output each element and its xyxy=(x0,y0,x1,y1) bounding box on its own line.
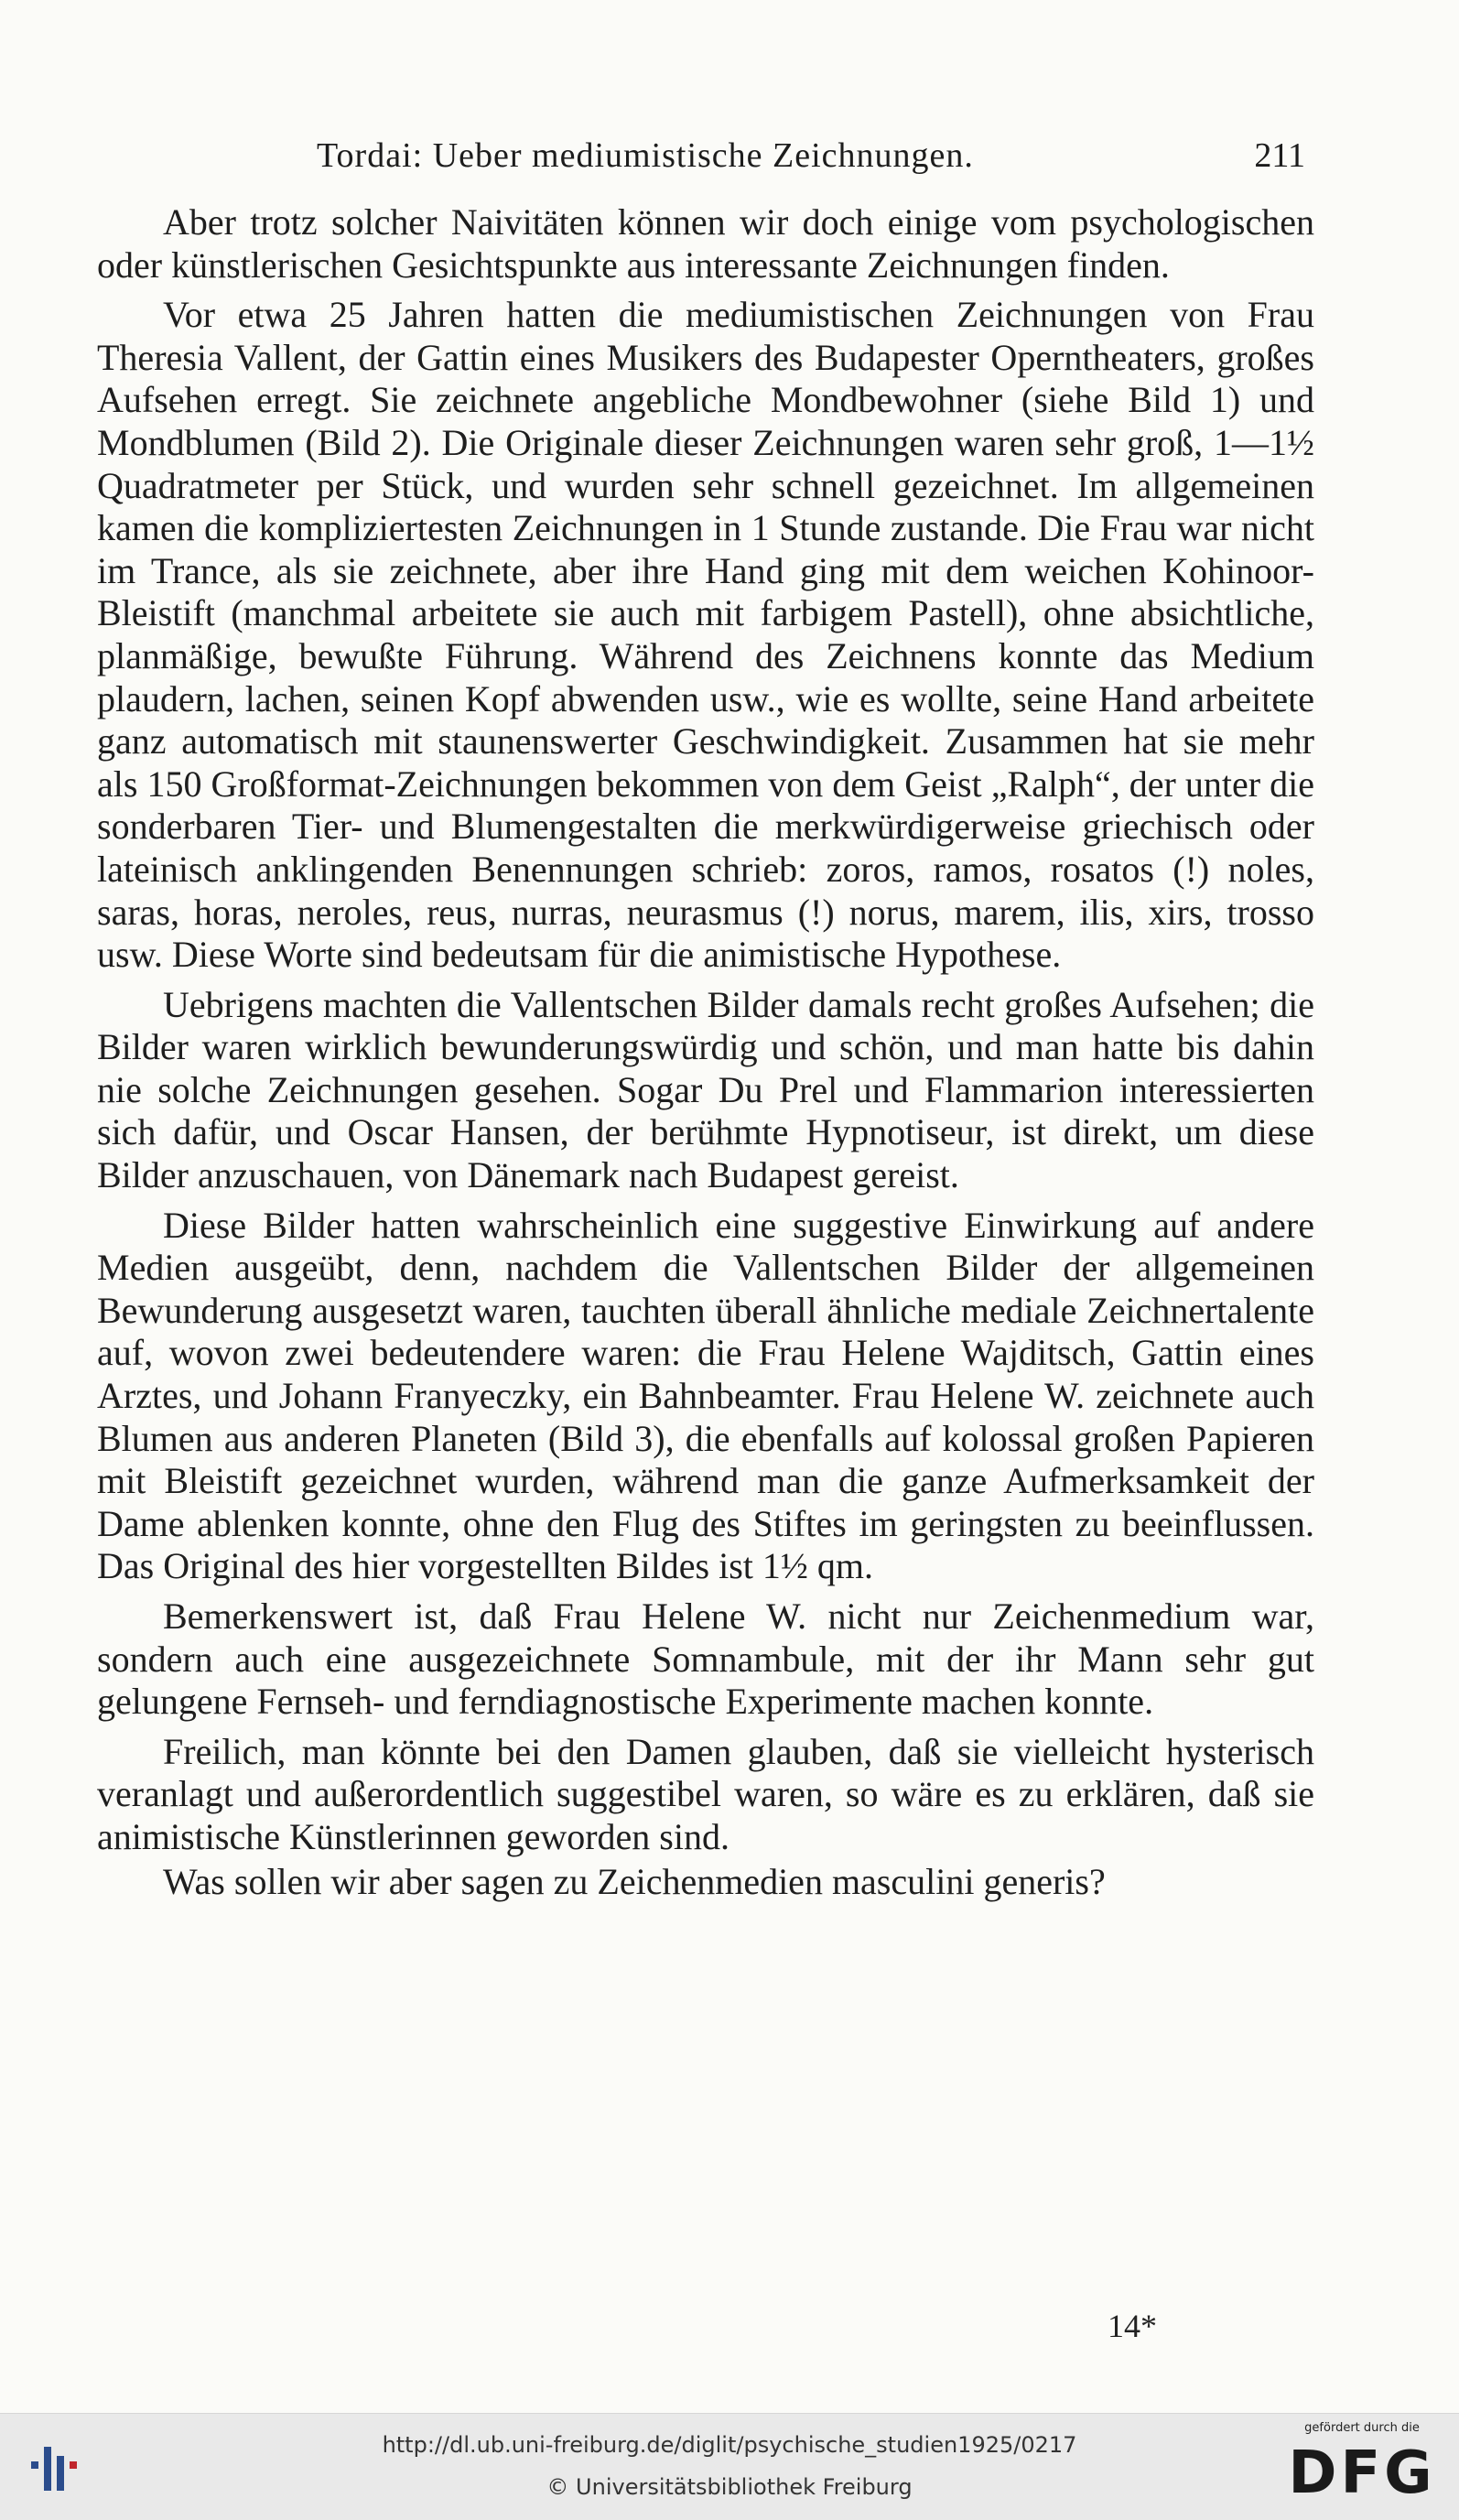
dfg-caption: gefördert durch die xyxy=(1304,2421,1420,2435)
copyright-notice: © Universitätsbibliothek Freiburg xyxy=(546,2474,913,2500)
body-text xyxy=(97,201,1314,1910)
page-number: 211 xyxy=(1254,136,1305,175)
paragraph: Aber trotz solcher Naivitäten können wir doch einige vom psychologischen oder künstlerischen Gesichtspunkte aus interessante Zeichnungen finden. xyxy=(97,201,1314,286)
paragraph: Freilich, man könnte bei den Damen glauben, daß sie vielleicht hysterisch veranlagt und außerordentlich suggestibel waren, so wäre es zu erklären, daß sie animistische Künstlerinnen geworden sind. xyxy=(97,1730,1314,1857)
paragraph: Uebrigens machten die Vallentschen Bilder damals recht großes Aufsehen; die Bilder waren wirklich bewunderungswürdig und schön, und man hatte bis dahin nie solche Zeichnungen gesehen. Sogar Du Prel und Flammarion interessierten sich dafür, und Oscar Hansen, der berühmte Hypnotiseur, ist direkt, um diese Bilder anzuschauen, von Dänemark nach Budapest gereist. xyxy=(97,983,1314,1196)
paragraph: Bemerkenswert ist, daß Frau Helene W. nicht nur Zeichenmedium war, sondern auch eine ausgezeichnete Somnambule, mit der ihr Mann sehr gut gelungene Fernseh- und ferndiagnostische Experimente machen konnte. xyxy=(97,1595,1314,1723)
paragraph: Vor etwa 25 Jahren hatten die mediumistischen Zeichnungen von Frau Theresia Vallent, der Gattin eines Musikers des Budapester Operntheaters, großes Aufsehen erregt. Sie zeichnete angebliche Mondbewohner (siehe Bild 1) und Mondblumen (Bild 2). Die Originale dieser Zeichnungen waren sehr groß, 1—1½ Quadratmeter per Stück, und wurden sehr schnell gezeichnet. Im allgemeinen kamen die kompliziertesten Zeichnungen in 1 Stunde zustande. Die Frau war nicht im Trance, als sie zeichnete, aber ihre Hand ging mit dem weichen Kohinoor-Bleistift (manchmal arbeitete sie auch mit farbigem Pastell), ohne absichtliche, planmäßige, bewußte Führung. Während des Zeichnens konnte das Medium plaudern, lachen, seinen Kopf abwenden usw., wie es wollte, seine Hand arbeitete ganz automatisch mit staunenswerter Geschwindigkeit. Zusammen hat sie mehr als 150 Großformat-Zeichnungen bekommen von dem Geist „Ralph“, der unter die sonderbaren Tier- und Blumengestalten die merkwürdigerweise griechisch oder lateinisch anklingenden Benennungen schrieb: zoros, ramos, rosatos (!) noles, saras, horas, neroles, reus, nurras, neurasmus (!) norus, marem, ilis, xirs, trosso usw. Diese Worte sind bedeutsam für die animistische Hypothese. xyxy=(97,294,1314,976)
signature-mark: 14* xyxy=(1108,2308,1157,2344)
running-title: Tordai: Ueber mediumistische Zeichnungen. xyxy=(317,136,974,175)
dfg-mark: DFG xyxy=(1288,2439,1436,2507)
running-head xyxy=(97,128,1314,183)
page-url-link[interactable]: http://dl.ub.uni-freiburg.de/diglit/psychische_studien1925/0217 xyxy=(382,2432,1077,2458)
paragraph: Was sollen wir aber sagen zu Zeichenmedien masculini generis? xyxy=(163,1860,1106,1902)
viewer-footer xyxy=(0,2413,1459,2520)
paragraph: Diese Bilder hatten wahrscheinlich eine suggestive Einwirkung auf andere Medien ausgeübt, denn, nachdem die Vallentschen Bilder der allgemeinen Bewunderung ausgesetzt waren, tauchten überall ähnliche mediale Zeichnertalente auf, wovon zwei bedeutendere waren: die Frau Helene Wajditsch, Gattin eines Arztes, und Johann Franyeczky, ein Bahnbeamter. Frau Helene W. zeichnete auch Blumen aus anderen Planeten (Bild 3), die ebenfalls auf kolossal großen Papieren mit Bleistift gezeichnet wurden, während man die ganze Aufmerksamkeit der Dame ablenken konnte, ohne den Flug des Stiftes im geringsten zu beeinflussen. Das Original des hier vorgestellten Bildes ist 1½ qm. xyxy=(97,1204,1314,1587)
dfg-logo xyxy=(1281,2421,1443,2513)
